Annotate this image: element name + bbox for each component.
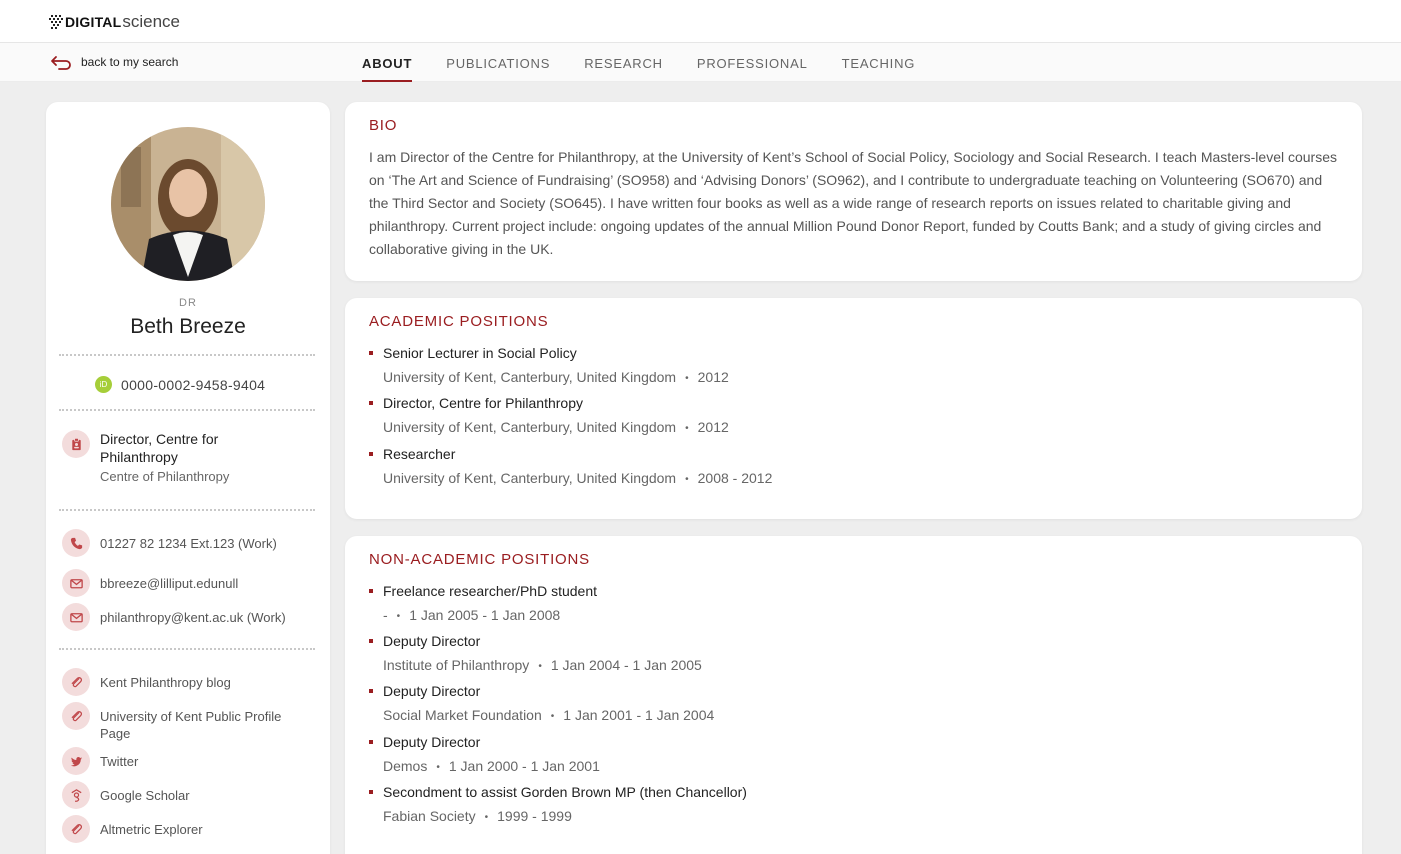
position-org: University of Kent, Canterbury, United Kingdom: [383, 369, 677, 385]
section-title: NON-ACADEMIC POSITIONS: [369, 551, 590, 568]
position-dates: 1999 - 1999: [497, 808, 572, 824]
researcher-name: Beth Breeze: [130, 315, 246, 338]
position-org: University of Kent, Canterbury, United Kingdom: [383, 419, 677, 435]
position-title: Deputy Director: [383, 683, 481, 699]
section-title: ACADEMIC POSITIONS: [369, 313, 549, 330]
list-item: [369, 582, 747, 626]
position-title: Deputy Director: [383, 633, 481, 649]
email-link[interactable]: philanthropy@kent.ac.uk (Work): [100, 610, 286, 625]
tab-research[interactable]: RESEARCH: [584, 56, 663, 71]
position-org: Fabian Society: [383, 808, 476, 824]
separator-dot: •: [436, 762, 440, 773]
list-item: [369, 733, 747, 777]
avatar-photo: [111, 127, 265, 281]
phone-number[interactable]: 01227 82 1234 Ext.123 (Work): [100, 536, 277, 551]
position-dates: 2012: [697, 369, 729, 385]
avatar: [111, 127, 265, 281]
back-arrow-icon: [50, 54, 72, 70]
list-item: [369, 394, 772, 438]
list-item: [369, 445, 772, 489]
profile-card: [46, 102, 330, 854]
position-title: Secondment to assist Gorden Brown MP (then Chancellor): [383, 784, 747, 800]
twitter-icon: [62, 747, 90, 775]
position-title: Director, Centre for Philanthropy: [100, 431, 219, 465]
position-dates: 1 Jan 2005 - 1 Jan 2008: [409, 607, 561, 623]
phone-icon: [62, 529, 90, 557]
position-org: -: [383, 607, 388, 623]
nav-bar: [0, 43, 1401, 82]
position-dates: 2008 - 2012: [697, 470, 773, 486]
paperclip-icon: [62, 702, 90, 730]
list-item: [369, 632, 747, 676]
tab-publications[interactable]: PUBLICATIONS: [446, 56, 551, 71]
divider: [59, 648, 315, 650]
google-scholar-icon: [62, 781, 90, 809]
position-dates: 1 Jan 2004 - 1 Jan 2005: [550, 657, 702, 673]
separator-dot: •: [396, 611, 401, 622]
non-academic-positions-card: [345, 536, 1362, 854]
current-position: [62, 430, 260, 485]
profile-tabs: [362, 43, 949, 82]
position-title: Senior Lecturer in Social Policy: [383, 345, 577, 361]
honorific: DR: [179, 297, 197, 309]
academic-positions-list: [369, 344, 772, 489]
logo-mark-icon: [49, 14, 63, 30]
separator-dot: •: [538, 661, 542, 672]
separator-dot: •: [685, 474, 689, 485]
email-icon: [62, 603, 90, 631]
section-title: BIO: [369, 117, 398, 134]
bio-text: I am Director of the Centre for Philanthropy, at the University of Kent’s School of Social Policy, Sociology and Social Research. I teach Masters-level courses on ‘The Art and Science of Fundraising’ (SO958) and ‘Advising Donors’ (SO962), and I contribute to undergraduate teaching on Volunteering (SO670) and the Third Sector and Society (SO645). I have written four books as well as a wide range of research reports on issues related to charitable giving and philanthropy. Current project include: ongoing updates of the annual Million Pound Donor Report, funded by Coutts Bank; and a study of giving circles and collaborative giving in the UK.: [369, 149, 1338, 257]
list-item: [369, 344, 772, 388]
back-to-search-link[interactable]: [50, 54, 178, 70]
paperclip-icon: [62, 668, 90, 696]
orcid-id: 0000-0002-9458-9404: [121, 376, 266, 393]
paperclip-icon: [62, 815, 90, 843]
separator-dot: •: [685, 423, 689, 434]
link-row: [62, 747, 138, 775]
link-row: [62, 781, 190, 809]
external-link[interactable]: Altmetric Explorer: [100, 822, 203, 837]
orcid-icon: iD: [95, 376, 112, 393]
position-org: Centre of Philanthropy: [100, 469, 230, 484]
logo-text-bold: DIGITAL: [65, 14, 122, 30]
email-row: [62, 603, 286, 631]
position-org: University of Kent, Canterbury, United Kingdom: [383, 470, 677, 486]
divider: [59, 354, 315, 356]
position-dates: 1 Jan 2001 - 1 Jan 2004: [563, 707, 715, 723]
orcid-link[interactable]: [95, 376, 265, 393]
link-row: [62, 668, 231, 696]
link-row: [62, 815, 203, 843]
non-academic-positions-list: [369, 582, 747, 827]
position-org: Demos: [383, 758, 428, 774]
list-item: [369, 682, 747, 726]
list-item: [369, 783, 747, 827]
external-link[interactable]: University of Kent Public Profile Page: [100, 709, 282, 741]
position-title: Director, Centre for Philanthropy: [383, 395, 583, 411]
divider: [59, 509, 315, 511]
digital-science-logo[interactable]: [49, 11, 180, 33]
top-bar: [0, 0, 1401, 43]
position-dates: 2012: [697, 419, 729, 435]
email-row: [62, 569, 238, 597]
separator-dot: •: [685, 373, 689, 384]
position-org: Institute of Philanthropy: [383, 657, 530, 673]
badge-icon: [62, 430, 90, 458]
divider: [59, 409, 315, 411]
separator-dot: •: [484, 812, 489, 823]
position-title: Deputy Director: [383, 734, 481, 750]
email-link[interactable]: bbreeze@lilliput.edunull: [100, 576, 239, 591]
external-link[interactable]: Kent Philanthropy blog: [100, 675, 231, 690]
position-title: Researcher: [383, 446, 456, 462]
external-link[interactable]: Google Scholar: [100, 788, 190, 803]
position-title: Freelance researcher/PhD student: [383, 583, 597, 599]
back-label: back to my search: [81, 55, 179, 69]
tab-professional[interactable]: PROFESSIONAL: [696, 56, 808, 71]
tab-about[interactable]: ABOUT: [362, 43, 412, 82]
academic-positions-card: [345, 298, 1362, 519]
position-dates: 1 Jan 2000 - 1 Jan 2001: [448, 758, 600, 774]
tab-teaching[interactable]: TEACHING: [841, 56, 916, 71]
bio-card: [345, 102, 1362, 281]
position-org: Social Market Foundation: [383, 707, 542, 723]
separator-dot: •: [550, 711, 555, 722]
link-row: [62, 702, 310, 742]
logo-text-light: science: [122, 12, 180, 31]
email-icon: [62, 569, 90, 597]
external-link[interactable]: Twitter: [100, 754, 139, 769]
phone-row: [62, 529, 277, 557]
